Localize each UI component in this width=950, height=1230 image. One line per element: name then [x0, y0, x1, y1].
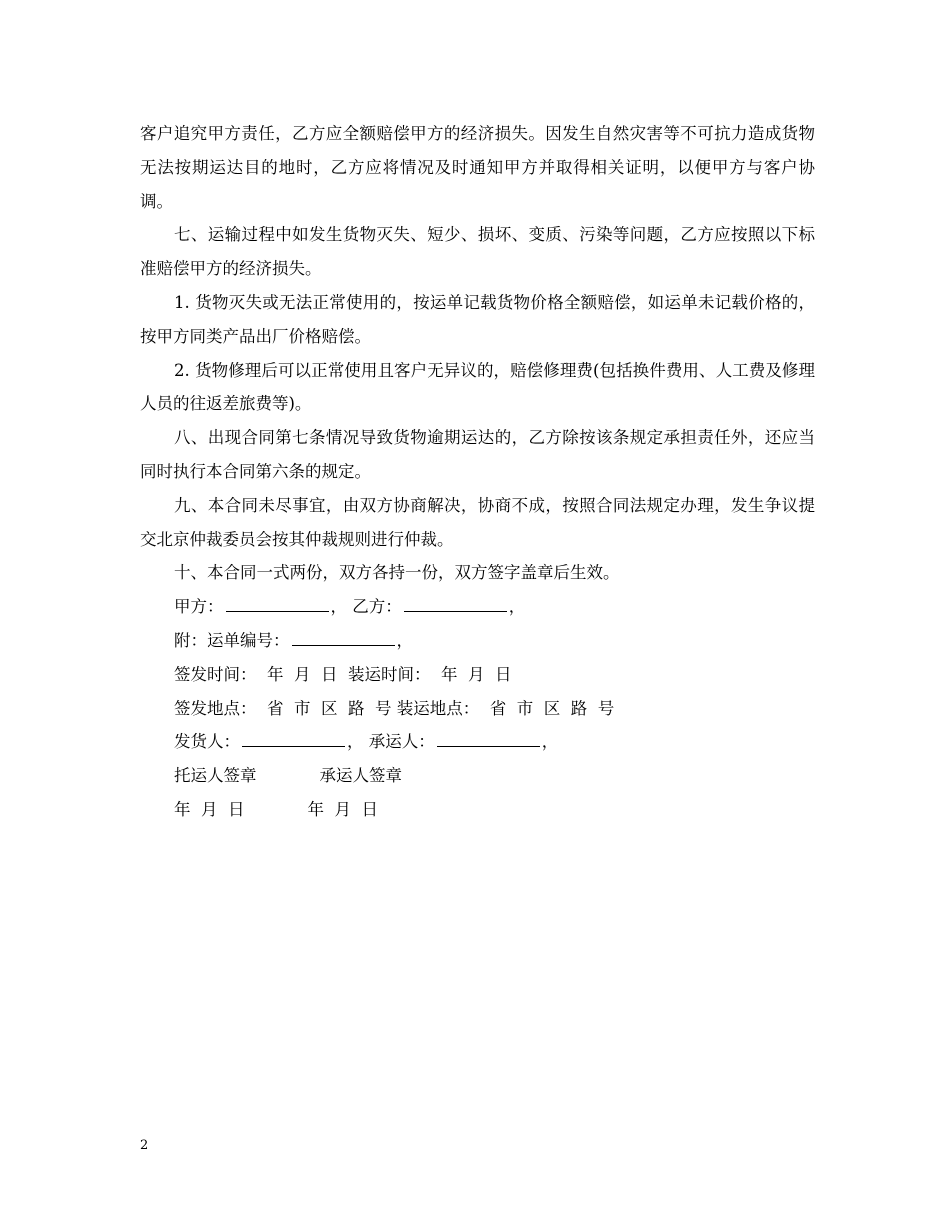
- party-b-label: 乙方：: [352, 597, 402, 617]
- consignor-year: 年: [174, 799, 191, 819]
- waybill-blank: [292, 625, 395, 646]
- shipper-label: 发货人：: [174, 732, 240, 752]
- issue-year: 年: [267, 664, 284, 684]
- issue-city: 市: [294, 698, 311, 718]
- issue-place-label: 签发地点：: [174, 698, 257, 718]
- shipper-separator: ，: [347, 732, 364, 752]
- carrier-seal-label: 承运人签章: [319, 766, 402, 786]
- party-a-blank: [226, 591, 329, 612]
- issue-day: 日: [321, 664, 338, 684]
- waybill-end: ，: [396, 630, 413, 650]
- issue-number: 号: [375, 698, 392, 718]
- consignor-month: 月: [201, 799, 218, 819]
- issue-province: 省: [267, 698, 284, 718]
- waybill-label: 附：运单编号：: [174, 630, 290, 650]
- ship-province: 省: [489, 698, 507, 718]
- ship-city: 市: [516, 698, 534, 718]
- waybill-line: [140, 624, 815, 658]
- clause-nine: 九、本合同未尽事宜，由双方协商解决，协商不成，按照合同法规定办理，发生争议提交北京仲裁委员会按其仲裁规则进行仲裁。: [140, 495, 815, 549]
- ship-day: 日: [495, 664, 512, 684]
- shipper-blank: [242, 726, 345, 747]
- carrier-blank: [437, 726, 540, 747]
- consignor-day: 日: [228, 799, 245, 819]
- ship-year: 年: [441, 664, 458, 684]
- time-line: [140, 658, 815, 692]
- party-b-end: ，: [508, 597, 526, 617]
- ship-month: 月: [468, 664, 485, 684]
- party-a-label: 甲方：: [174, 597, 224, 617]
- ship-place-label: 装运地点：: [396, 698, 480, 718]
- ship-number: 号: [597, 698, 615, 718]
- issue-time-label: 签发时间：: [174, 664, 257, 684]
- clause-seven: 七、运输过程中如发生货物灭失、短少、损坏、变质、污染等问题，乙方应按照以下标准赔偿甲方的经济损失。: [140, 225, 815, 279]
- signers-line: [140, 725, 815, 759]
- ship-time-label: 装运时间：: [348, 664, 431, 684]
- carrier-year: 年: [307, 799, 324, 819]
- ship-district: 区: [543, 698, 561, 718]
- party-a-separator: ，: [330, 597, 347, 617]
- ship-road: 路: [570, 698, 588, 718]
- seal-line: [140, 759, 815, 793]
- carrier-month: 月: [334, 799, 351, 819]
- issue-road: 路: [348, 698, 365, 718]
- issue-month: 月: [294, 664, 311, 684]
- party-b-blank: [404, 591, 507, 612]
- paragraph-continuation: 客户追究甲方责任，乙方应全额赔偿甲方的经济损失。因发生自然灾害等不可抗力造成货物无法按期运达目的地时，乙方应将情况及时通知甲方并取得相关证明，以便甲方与客户协调。: [140, 124, 815, 211]
- carrier-day: 日: [361, 799, 378, 819]
- seal-date-line: [140, 793, 815, 827]
- issue-district: 区: [321, 698, 338, 718]
- clause-eight: 八、出现合同第七条情况导致货物逾期运达的，乙方除按该条规定承担责任外，还应当同时执行本合同第六条的规定。: [140, 428, 815, 481]
- clause-seven-item-2: 2. 货物修理后可以正常使用且客户无异议的，赔偿修理费(包括换件费用、人工费及修理人员的往返差旅费等)。: [140, 360, 815, 414]
- page-number: 2: [140, 1138, 149, 1153]
- document-body: [140, 117, 815, 827]
- place-line: [140, 692, 815, 726]
- consignor-seal-label: 托运人签章: [174, 766, 257, 786]
- clause-ten: 十、本合同一式两份，双方各持一份，双方签字盖章后生效。: [174, 563, 620, 583]
- clause-seven-item-1: 1. 货物灭失或无法正常使用的，按运单记载货物价格全额赔偿，如运单未记载价格的，按甲方同类产品出厂价格赔偿。: [140, 292, 815, 346]
- carrier-end: ，: [541, 732, 559, 752]
- carrier-label: 承运人：: [368, 732, 435, 752]
- parties-line: [140, 590, 815, 624]
